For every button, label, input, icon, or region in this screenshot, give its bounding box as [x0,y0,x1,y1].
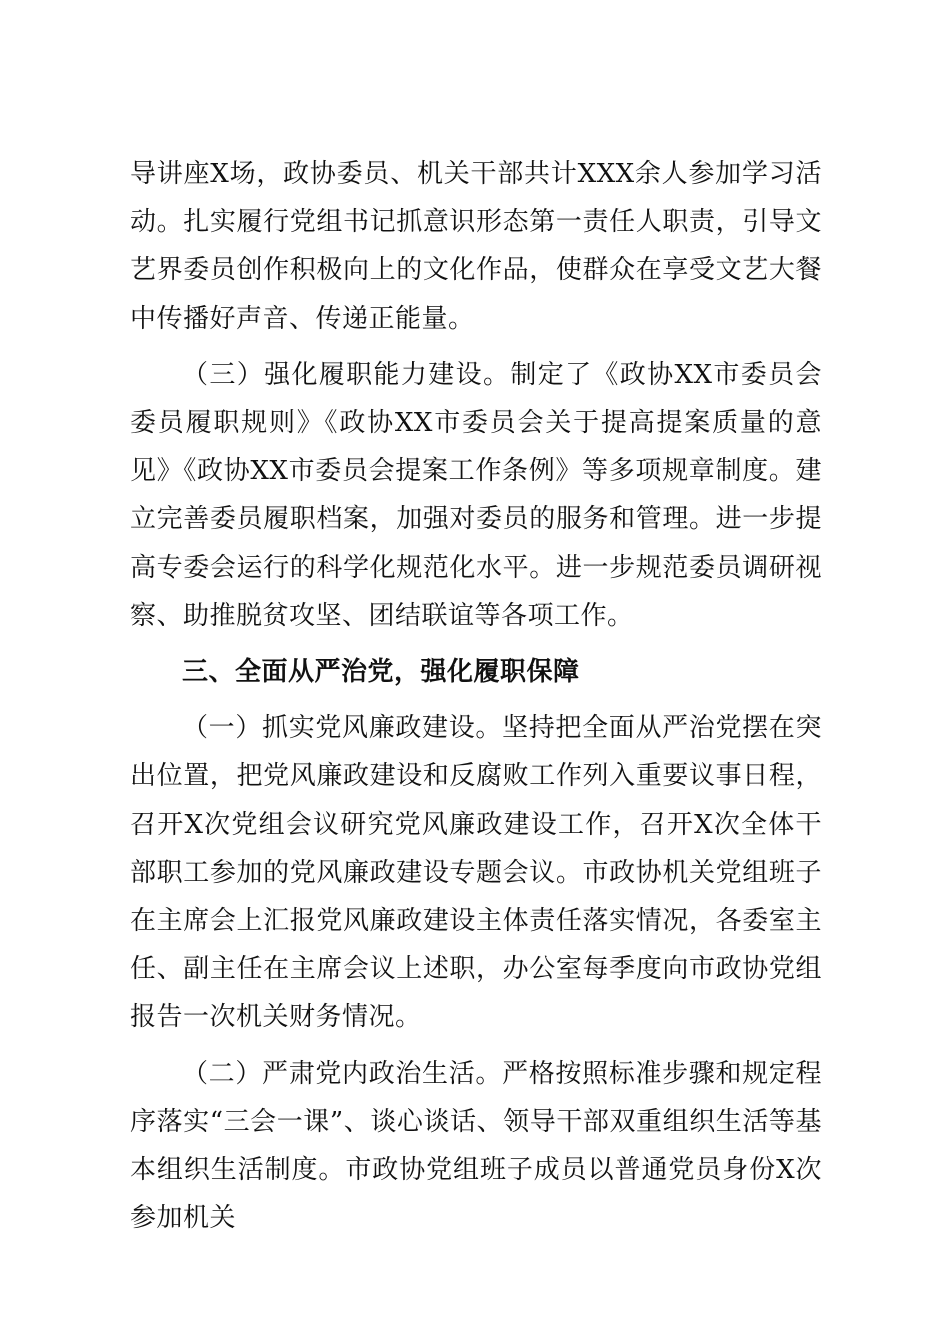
document-body [130,150,822,1250]
section-heading-three: 三、全面从严治党，强化履职保障 [182,657,580,688]
paragraph-capacity-building: （三）强化履职能力建设。制定了《政协XX市委员会委员履职规则》《政协XX市委员会关于提高提案质量的意见》《政协XX市委员会提案工作条例》等多项规章制度。建立完善委员履职档案，加强对委员的服务和管理。进一步提高专委会运行的科学化规范化水平。进一步规范委员调研视察、助推脱贫攻坚、团结联谊等各项工作。 [130,359,822,631]
paragraph-integrity-building: （一）抓实党风廉政建设。坚持把全面从严治党摆在突出位置，把党风廉政建设和反腐败工作列入重要议事日程，召开X次党组会议研究党风廉政建设工作，召开X次全体干部职工参加的党风廉政建设专题会议。市政协机关党组班子在主席会上汇报党风廉政建设主体责任落实情况，各委室主任、副主任在主席会议上述职，办公室每季度向市政协党组报告一次机关财务情况。 [130,713,822,1033]
paragraph-continuation: 导讲座X场，政协委员、机关干部共计XXX余人参加学习活动。扎实履行党组书记抓意识形态第一责任人职责，引导文艺界委员创作积极向上的文化作品，使群众在享受文艺大餐中传播好声音、传递正能量。 [130,159,822,334]
paragraph-political-life: （二）严肃党内政治生活。严格按照标准步骤和规定程序落实“三会一课”、谈心谈话、领导干部双重组织生活等基本组织生活制度。市政协党组班子成员以普通党员身份X次参加机关 [130,1058,822,1234]
